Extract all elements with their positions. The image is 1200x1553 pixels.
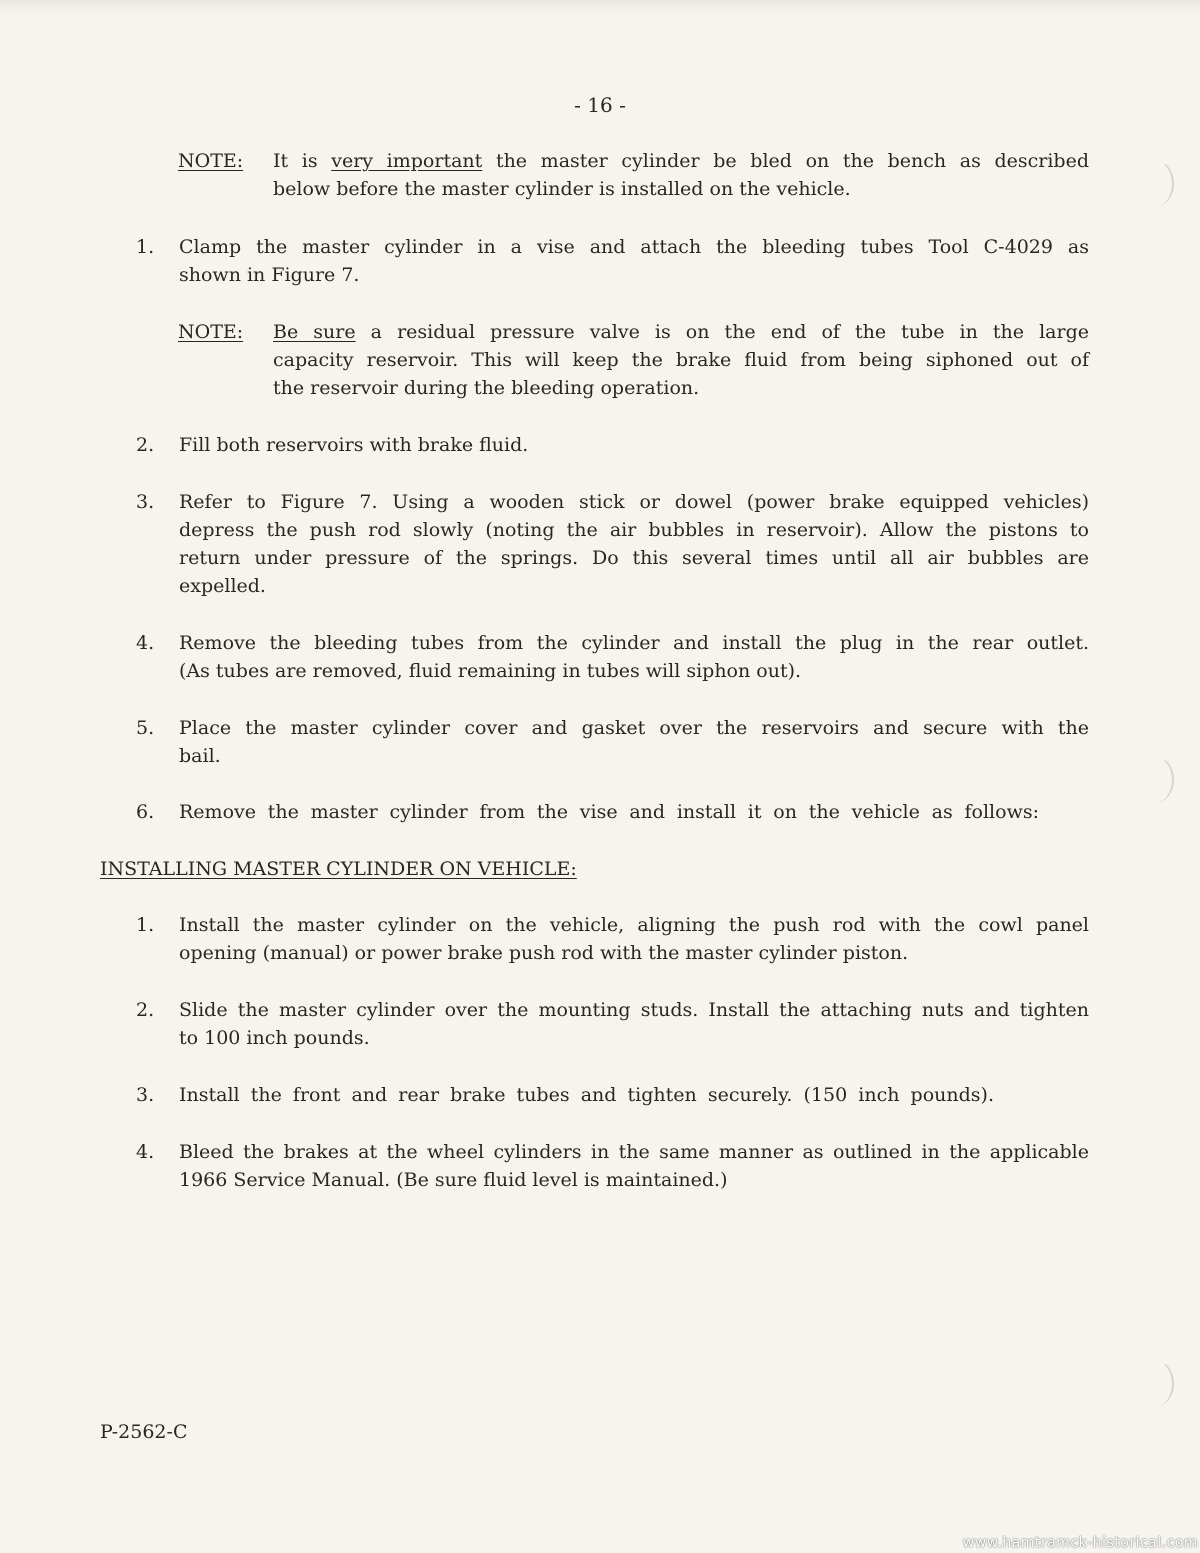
emphasis-text: very important: [331, 150, 483, 172]
step-number: 6.: [136, 801, 155, 823]
note-line: the reservoir during the bleeding operation.: [273, 377, 700, 399]
step-number: 4.: [136, 632, 155, 654]
step-line: bail.: [179, 745, 221, 767]
step-line: Remove the bleeding tubes from the cylinder and install the plug in the rear outlet.: [179, 632, 1089, 654]
step-number: 4.: [136, 1141, 155, 1163]
note-line: It is very important the master cylinder be bled on the bench as described: [273, 150, 1090, 172]
watermark: www.hamtramck-historical.com: [962, 1535, 1198, 1551]
step-line: return under pressure of the springs. Do this several times until all air bubbles are: [179, 547, 1089, 569]
step-line: Slide the master cylinder over the mounting studs. Install the attaching nuts and tighten: [179, 999, 1089, 1021]
step-line: Install the front and rear brake tubes and tighten securely. (150 inch pounds).: [179, 1084, 994, 1106]
note-line: Be sure a residual pressure valve is on the end of the tube in the large: [273, 321, 1089, 343]
step-line: opening (manual) or power brake push rod with the master cylinder piston.: [179, 942, 909, 964]
step-number: 1.: [136, 914, 155, 936]
step-line: depress the push rod slowly (noting the air bubbles in reservoir). Allow the pistons to: [179, 519, 1089, 541]
step-line: Install the master cylinder on the vehicle, aligning the push rod with the cowl panel: [179, 914, 1089, 936]
step-line: Remove the master cylinder from the vise and install it on the vehicle as follows:: [179, 801, 1039, 823]
step-line: 1966 Service Manual. (Be sure fluid level is maintained.): [179, 1169, 728, 1191]
step-number: 3.: [136, 1084, 155, 1106]
note-label: NOTE:: [178, 150, 244, 172]
document-code: P-2562-C: [100, 1421, 188, 1443]
step-line: Refer to Figure 7. Using a wooden stick or dowel (power brake equipped vehicles): [179, 491, 1089, 513]
emphasis-text: Be sure: [273, 321, 356, 343]
step-line: expelled.: [179, 575, 266, 597]
step-number: 2.: [136, 999, 155, 1021]
step-line: Clamp the master cylinder in a vise and attach the bleeding tubes Tool C-4029 as: [179, 236, 1089, 258]
note-label: NOTE:: [178, 321, 244, 343]
step-line: shown in Figure 7.: [179, 264, 360, 286]
step-line: to 100 inch pounds.: [179, 1027, 370, 1049]
step-number: 3.: [136, 491, 155, 513]
step-number: 5.: [136, 717, 155, 739]
note-line: capacity reservoir. This will keep the brake fluid from being siphoned out of: [273, 349, 1089, 371]
punch-hole: [1136, 160, 1174, 207]
step-line: Bleed the brakes at the wheel cylinders in the same manner as outlined in the applicable: [179, 1141, 1089, 1163]
step-number: 2.: [136, 434, 155, 456]
step-number: 1.: [136, 236, 155, 258]
step-line: Place the master cylinder cover and gasket over the reservoirs and secure with the: [179, 717, 1089, 739]
step-line: Fill both reservoirs with brake fluid.: [179, 434, 529, 456]
section-heading: INSTALLING MASTER CYLINDER ON VEHICLE:: [100, 858, 577, 880]
note-line: below before the master cylinder is installed on the vehicle.: [273, 178, 851, 200]
punch-hole: [1136, 756, 1174, 803]
step-line: (As tubes are removed, fluid remaining in tubes will siphon out).: [179, 660, 802, 682]
page-top-edge: [0, 0, 1200, 14]
punch-hole: [1136, 1360, 1174, 1407]
page-number: - 16 -: [574, 93, 626, 117]
